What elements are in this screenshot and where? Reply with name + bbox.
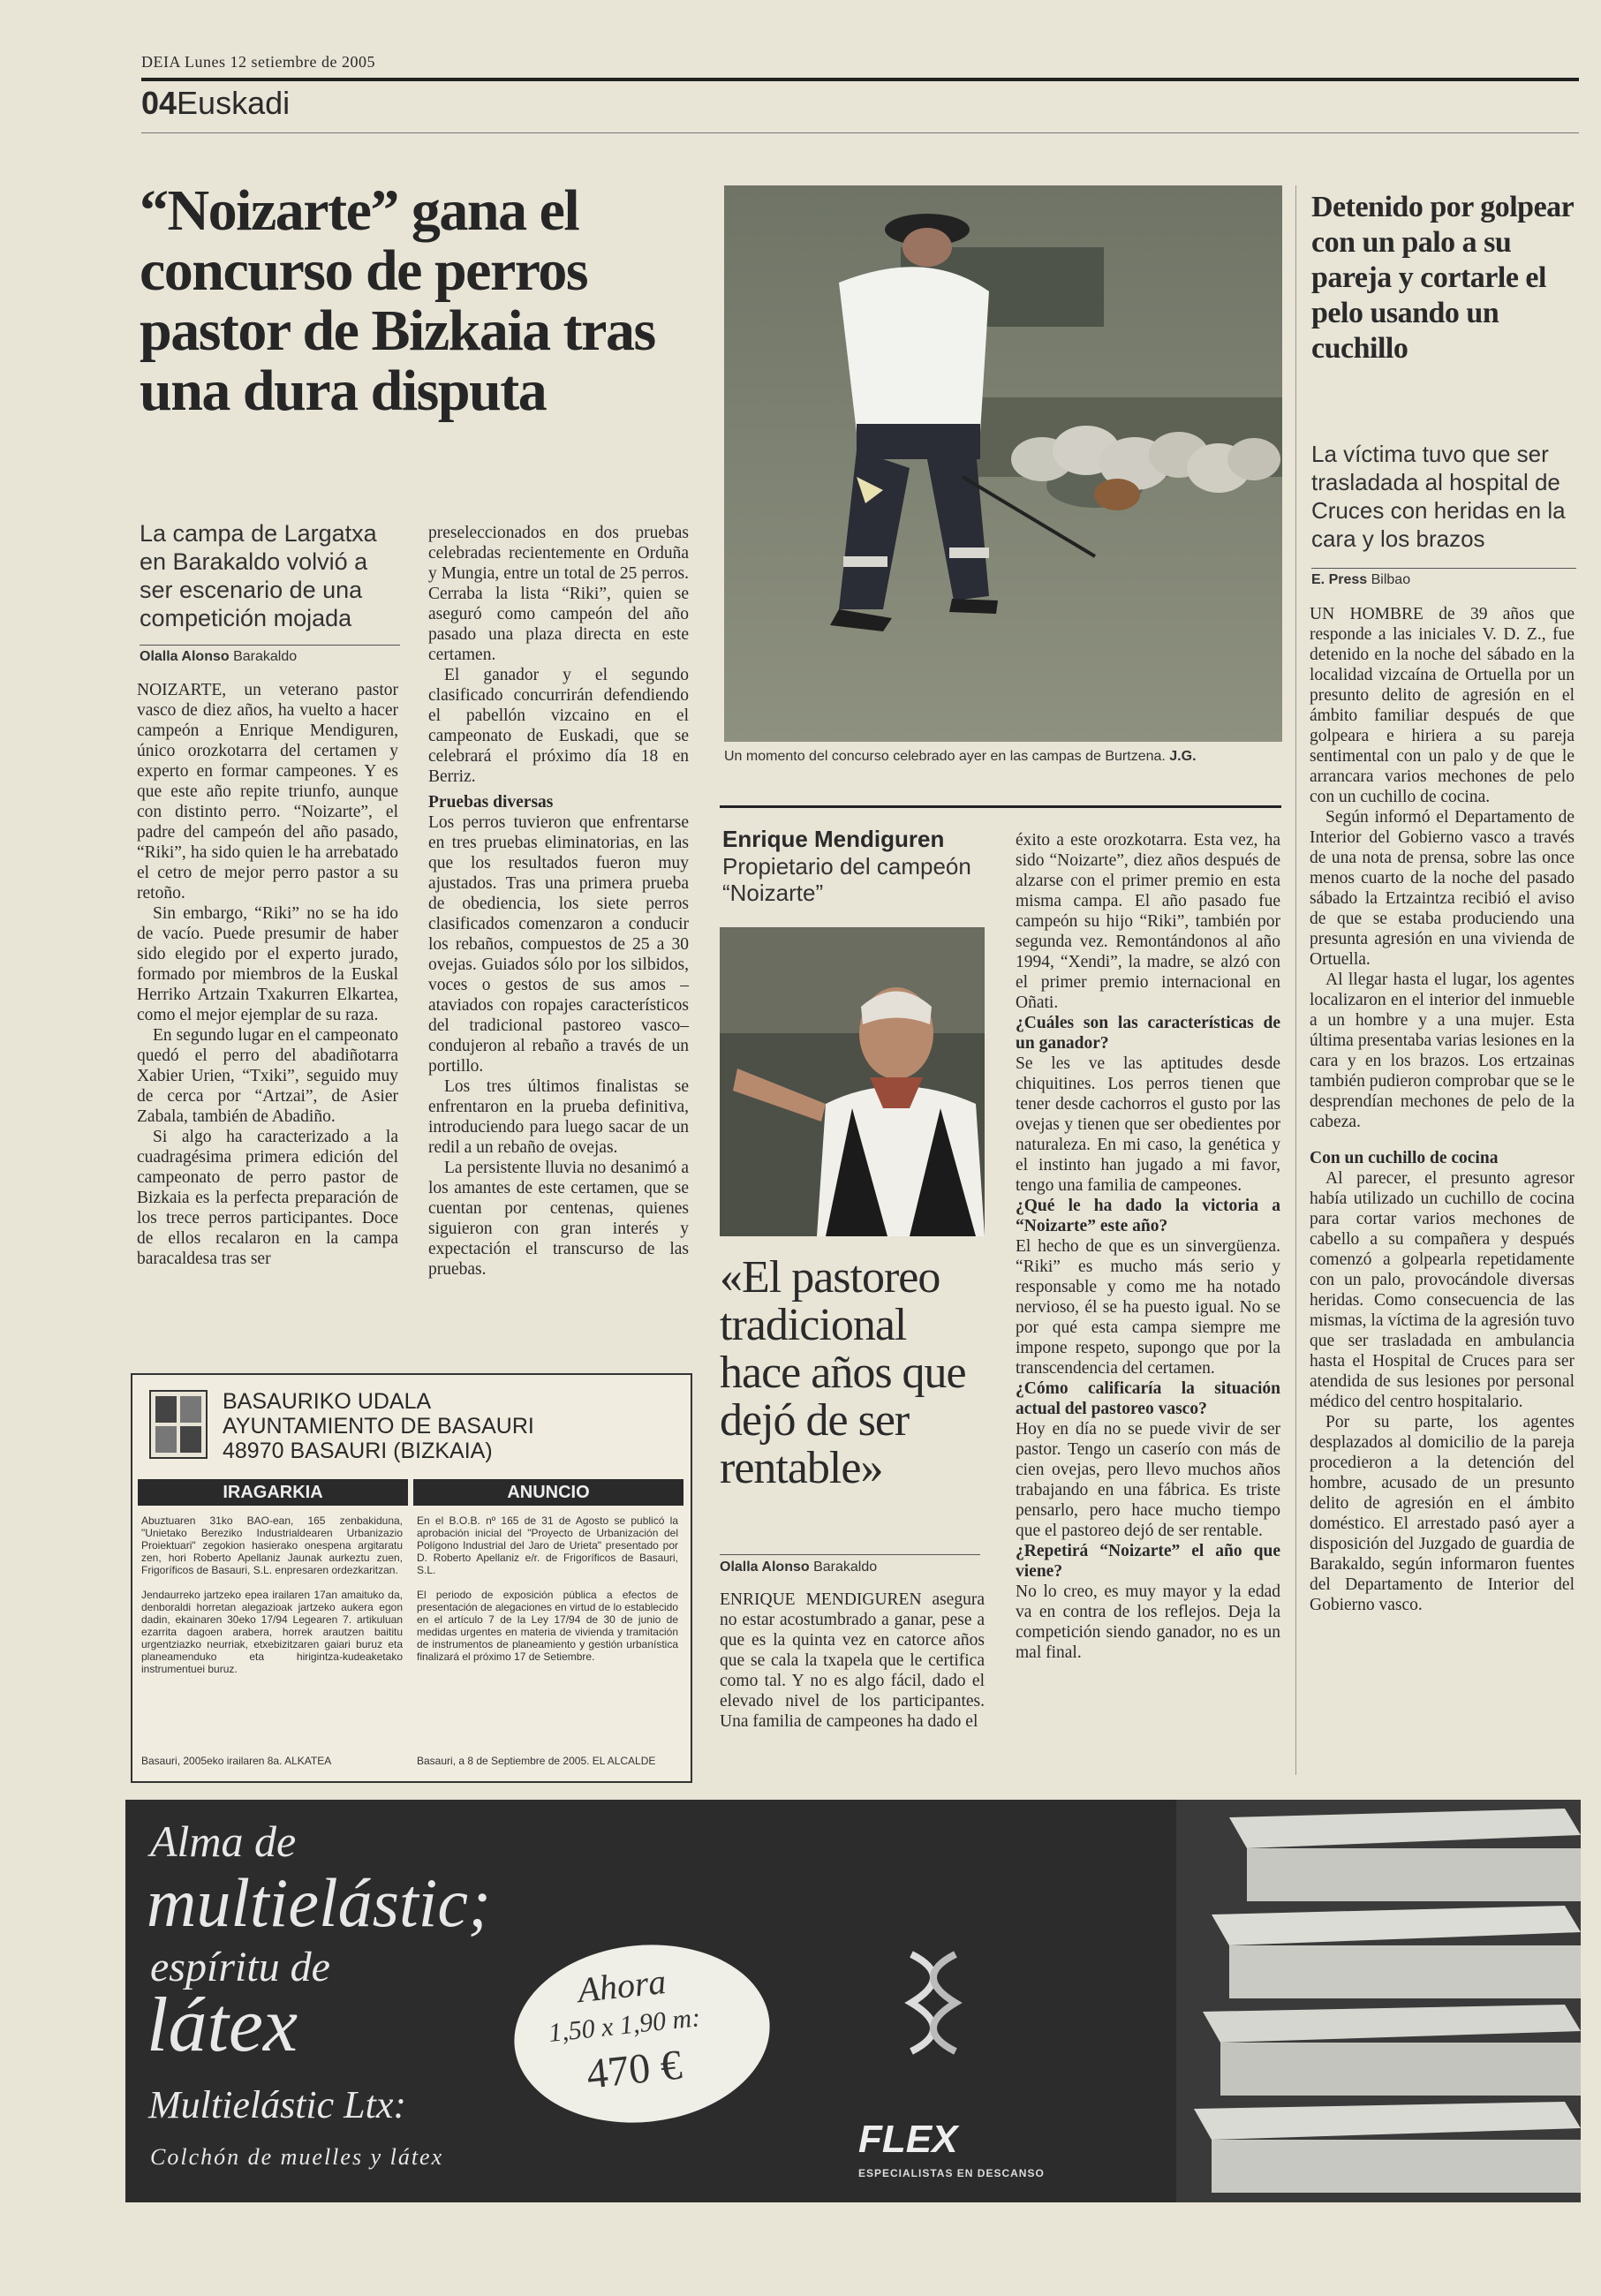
- interview-question: ¿Cómo calificaría la situación actual del pastoreo vasco?: [1016, 1379, 1280, 1418]
- byline-name: E. Press: [1311, 572, 1368, 587]
- brand-name: FLEX: [858, 2118, 958, 2161]
- interview-answer: Se les ve las aptitudes desde chiquitines. Los perros tienen que tener desde cachorros el gusto por las ovejas y tienen que ser obedientes por naturaleza. En mi caso, la genética y el instinto han jugado a mi favor, tengo una familia de campeones.: [1016, 1054, 1280, 1195]
- side-body: [1310, 604, 1575, 1615]
- offer-size: 1,50 x 1,90 m:: [547, 2003, 702, 2048]
- paragraph: Los tres últimos finalistas se enfrentaron en la prueba definitiva, introduciendo para luego sacar de un redil a un rebaño de ovejas.: [428, 1077, 689, 1157]
- flex-tagline: ESPECIALISTAS EN DESCANSO: [858, 2167, 1045, 2179]
- subhead: Con un cuchillo de cocina: [1310, 1149, 1499, 1167]
- subhead: Pruebas diversas: [428, 793, 554, 812]
- notice-right-header: ANUNCIO: [413, 1479, 683, 1506]
- notice-paragraph: Jendaurreko jartzeko epea irailaren 17an amaituko da, denboraldi horretan alegazioak jartzeko aukera egon dadin, ekainaren 30eko 17/94 Legearen 7. artikuluan ezarrita dagoen arabera, horrek arautzen baititu urgentziazko neurriak, etxebizitzaren gaiari buruz eta planeamenduko eta hirigintza-kudeaketako instrumentuei buruz.: [141, 1589, 403, 1675]
- notice-right-sign: Basauri, a 8 de Septiembre de 2005. EL ALCALDE: [417, 1755, 656, 1767]
- interview-answer: Hoy en día no se puede vivir de ser pastor. Tengo un caserío con más de cien ovejas, pero llevo muchos años trabajando en una fábrica. Es triste pensarlo, pero hace mucho tiempo que el pastoreo dejó de ser rentable.: [1016, 1420, 1280, 1540]
- side-byline: [1311, 572, 1410, 588]
- interview-photo: [720, 927, 985, 1236]
- paragraph: preseleccionados en dos pruebas celebradas recientemente en Orduña y Mungia, entre un total de 25 perros. Cerraba la lista “Riki”, quien se aseguró como campeón del año pasado una plaza directa en este certamen.: [428, 524, 689, 664]
- notice-paragraph: En el B.O.B. nº 165 de 31 de Agosto se publicó la aprobación inicial del "Proyecto de Urbanización del Polígono Industrial del Jaro de Urieta" presentado por D. Roberto Apellaniz e/r. de Frigoríficos de Basauri, S.L.: [417, 1514, 678, 1576]
- caption-text: Un momento del concurso celebrado ayer en las campas de Burtzena.: [724, 749, 1166, 764]
- interview-col-b: [1016, 830, 1280, 1663]
- notice-org: [223, 1389, 534, 1463]
- paragraph: Según informó el Departamento de Interior del Gobierno vasco a través de una nota de prensa, sobre las once menos cuarto de la noche del pasado sábado la Ertzaintza recibió el aviso de que se estaba produciendo una presunta agresión en una vivienda de Ortuella.: [1310, 808, 1575, 969]
- paragraph: Al parecer, el presunto agresor había utilizado un cuchillo de cocina para cortar varios mechones de cabello a su compañera y después comenzó a golpearla repetidamente con un palo, provocándole diversas heridas. Como consecuencia de las mismas, la víctima de la agresión tuvo que ser trasladada en ambulancia hasta el Hospital de Cruces para ser atendida de sus lesiones por personal médico del centro hospitalario.: [1310, 1169, 1575, 1411]
- main-photo: [724, 185, 1282, 742]
- org-line: AYUNTAMIENTO DE BASAURI: [223, 1414, 534, 1439]
- paragraph: Si algo ha caracterizado a la cuadragésima primera edición del campeonato de perro pastor de Bizkaia es la perfecta preparación de los trece perros participantes. Doce de ellos recalaron en la campa baracaldesa tras ser: [137, 1128, 398, 1268]
- section-header: [141, 85, 290, 122]
- section-rule: [141, 132, 1579, 133]
- offer-price: 470 €: [584, 2041, 684, 2098]
- paragraph: éxito a este orozkotarra. Esta vez, ha sido “Noizarte”, diez años después de alzarse con el primer premio en esta misma campa. El año pasado fue campeón su hijo “Riki”, también por segunda vez. Remontándonos al año 1994, “Xendi”, la madre, se alzó con el primer premio internacional en Oñati.: [1016, 831, 1280, 1012]
- ad-line: Alma de: [150, 1816, 297, 1866]
- column-divider: [1295, 185, 1296, 1775]
- shepherd-photo-illustration: [724, 185, 1282, 742]
- notice-paragraph: Abuztuaren 31ko BAO-ean, 165 zenbakiduna, "Unietako Bereziko Industrialdearen Urbanizazio Proiektuari" zegokion hasierako onespena argitaratu zen, hori Roberto Apellaniz Jaunak aurkeztu zuen, Frigoríficos de Basauri, S.L. enpresaren ordezkaritzan.: [141, 1514, 403, 1576]
- offer-now: Ahora: [576, 1960, 668, 2011]
- notice-left-header: IRAGARKIA: [138, 1479, 408, 1506]
- ad-line: multielástic;: [147, 1864, 491, 1941]
- photo-credit: J.G.: [1169, 749, 1197, 764]
- mattress-stack-image: [1176, 1800, 1581, 2202]
- interview-byline-rule: [720, 1554, 980, 1555]
- photo-caption: [724, 749, 1289, 765]
- byline-place: Bilbao: [1371, 572, 1411, 587]
- byline-place: Barakaldo: [813, 1560, 878, 1575]
- flex-logo-mark-icon: [902, 1945, 964, 2060]
- paragraph: La persistente lluvia no desanimó a los amantes de este certamen, que se cuentan por centenas, quienes siguieron con gran interés y expectación el transcurso de las pruebas.: [428, 1159, 689, 1279]
- byline-place: Barakaldo: [233, 649, 298, 664]
- side-deck: La víctima tuvo que ser trasladada al hospital de Cruces con heridas en la cara y los brazos: [1311, 441, 1566, 552]
- masthead-rule: [141, 78, 1579, 81]
- paragraph: El ganador y el segundo clasificado concurrirán defendiendo el pabellón vizcaino en el campeonato de Euskadi, que se celebrará el próximo día 18 en Berriz.: [428, 666, 689, 786]
- interview-question: ¿Repetirá “Noizarte” el año que viene?: [1016, 1542, 1280, 1581]
- main-deck: La campa de Largatxa en Barakaldo volvió a ser escenario de una competición mojada: [140, 520, 377, 631]
- org-line: BASAURIKO UDALA: [223, 1389, 432, 1414]
- paragraph: Al llegar hasta el lugar, los agentes localizaron en el interior del inmueble a un hombre y a una mujer. Esta última presentaba varias lesiones en la cara y en los brazos. Los ertzainas también pudieron comprobar que se le desprendían mechones de pelo de la cabeza.: [1310, 971, 1575, 1131]
- side-byline-rule: [1311, 568, 1576, 569]
- ad-line: látex: [147, 1983, 298, 2068]
- main-byline: [140, 649, 297, 665]
- ad-line: Colchón de muelles y látex: [150, 2144, 444, 2170]
- basauri-crest-icon: [148, 1389, 208, 1460]
- main-headline: “Noizarte” gana el concurso de perros pastor de Bizkaia tras una dura disputa: [140, 178, 655, 423]
- byline-name: Olalla Alonso: [720, 1560, 810, 1575]
- paragraph: NOIZARTE, un veterano pastor vasco de diez años, ha vuelto a hacer campeón a Enrique Mendiguren, único orozkotarra del certamen y experto en formar campeones. Y es que este año repite triunfo, aunque con distinto perro. “Noizarte”, el padre del campeón del año pasado, “Riki”, ha sido quien le ha arrebatado el cetro de mejor perro pastor a su retoño.: [137, 681, 398, 903]
- ad-line: Multielástic Ltx:: [148, 2083, 407, 2126]
- section-name: Euskadi: [177, 85, 291, 121]
- byline-rule: [140, 645, 400, 646]
- byline-name: Olalla Alonso: [140, 649, 230, 664]
- ad-line: espíritu de: [150, 1944, 330, 1990]
- paragraph: En segundo lugar en el campeonato quedó el perro del abadiñotarra Xabier Urien, “Txiki”, seguido muy de cerca por “Artzai”, de Asier Zabala, también de Abadiño.: [137, 1026, 398, 1126]
- interview-question: ¿Qué le ha dado la victoria a “Noizarte” este año?: [1016, 1197, 1280, 1235]
- paragraph: Sin embargo, “Riki” no se ha ido de vacío. Puede presumir de haber sido elegido por el experto jurado, formado por miembros de la Euskal Herriko Artzain Txakurren Elkartea, como el mejor ejemplar de su raza.: [137, 904, 398, 1024]
- price-badge: [505, 1932, 778, 2134]
- side-headline: Detenido por golpear con un palo a su pareja y cortarle el pelo usando un cuchillo: [1311, 191, 1574, 365]
- notice-right-col: [417, 1514, 678, 1663]
- page-number: 04: [141, 85, 177, 121]
- interview-top-rule: [720, 805, 1281, 808]
- interview-byline: [720, 1560, 877, 1575]
- main-col1: [137, 680, 398, 1269]
- interview-question: ¿Cuáles son las características de un ganador?: [1016, 1014, 1280, 1053]
- dateline: DEIA Lunes 12 setiembre de 2005: [141, 53, 375, 71]
- flex-brand: [858, 2118, 957, 2162]
- interview-role: Propietario del campeón “Noizarte”: [722, 853, 971, 906]
- interview-answer: El hecho de que es un sinvergüenza. “Riki” es mucho más serio y responsable y como me ha notado nervioso, él se ha puesto igual. No se por qué esta campa siempre me impone respeto, supongo que por la transcendencia del certamen.: [1016, 1237, 1280, 1378]
- paragraph: UN HOMBRE de 39 años que responde a las iniciales V. D. Z., fue detenido en la noche del sábado en la localidad vizcaína de Ortuella por un presunto delito de agresión en el ámbito familiar después de que golpeara e hiriera a su pareja sentimental con un palo y de que le arrancara varios mechones de pelo con un cuchillo de cocina.: [1310, 605, 1575, 806]
- notice-left-sign: Basauri, 2005eko irailaren 8a. ALKATEA: [141, 1755, 332, 1767]
- interview-answer: No lo creo, es muy mayor y la edad va en contra de los reflejos. Deja la competición siendo ganador, no es un mal final.: [1016, 1582, 1280, 1662]
- flex-mattress-ad: [125, 1800, 1581, 2202]
- paragraph: Por su parte, los agentes desplazados al domicilio de la pareja procedieron a la detención del hombre, acusado de un presunto delito de agresión en el ámbito doméstico. El arrestado pasó ayer a disposición del Juzgado de guardia de Barakaldo, según informaron fuentes del Departamento de Interior del Gobierno vasco.: [1310, 1413, 1575, 1614]
- interview-pull-quote: «El pastoreo tradicional hace años que dejó de ser rentable»: [720, 1252, 966, 1493]
- paragraph: ENRIQUE MENDIGUREN asegura no estar acostumbrado a ganar, pese a que es la quinta vez en catorce años que se cala la txapela que le certifica como tal. Y no es algo fácil, dado el elevado nivel de los participantes. Una familia de campeones ha dado el: [720, 1590, 985, 1731]
- main-col2: [428, 523, 689, 1280]
- interview-intro: [720, 1590, 985, 1732]
- interview-name: Enrique Mendiguren: [722, 826, 945, 852]
- notice-left-col: [141, 1514, 403, 1675]
- paragraph: Los perros tuvieron que enfrentarse en tres pruebas eliminatorias, en las que los resultados fueron muy ajustados. Tras una primera prueba de obediencia, los siete perros clasificados comenzaron a conducir los rebaños, compuestos de 25 a 30 ovejas. Guiados sólo por los silbidos, voces o gestos de sus amos –ataviados con ropajes característicos del tradicional pastoreo vasco– condujeron al rebaño a través de un portillo.: [428, 813, 689, 1076]
- basauri-notice-ad: [131, 1373, 692, 1783]
- notice-paragraph: El periodo de exposición pública a efectos de presentación de alegaciones en virtud de lo establecido en el artículo 7 de la Ley 17/94 de 30 de junio de medidas urgentes en materia de vivienda y tramitación de instrumentos de planeamiento y gestión urbanística finalizará el próximo 17 de Setiembre.: [417, 1589, 678, 1663]
- org-line: 48970 BASAURI (BIZKAIA): [223, 1439, 493, 1463]
- portrait-illustration: [720, 927, 985, 1236]
